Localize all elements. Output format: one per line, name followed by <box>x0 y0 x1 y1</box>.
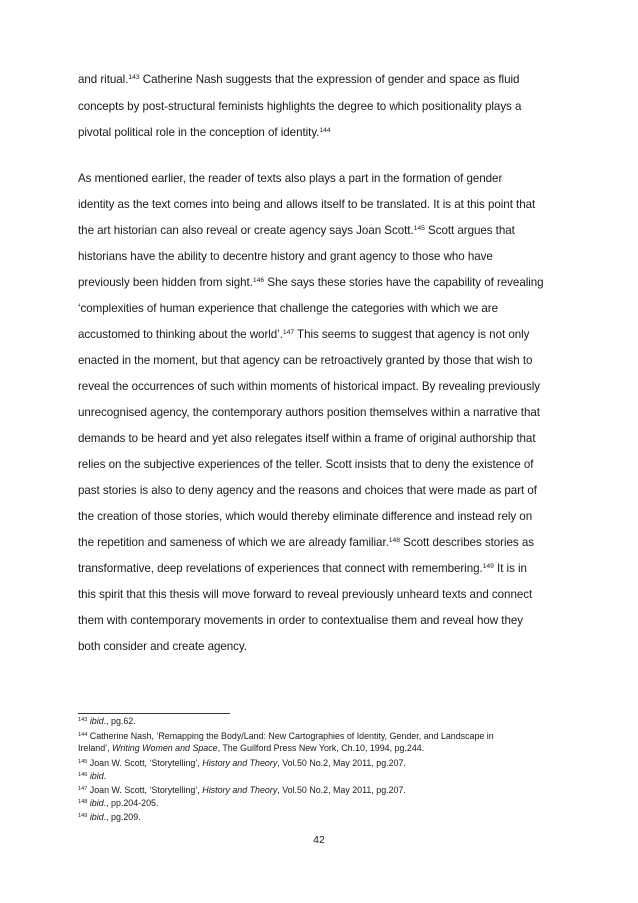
body-line: the repetition and sameness of which we are already familiar.$^{148}$ Scott describes stories as <box>78 536 534 549</box>
body-line: relies on the subjective experiences of the teller. Scott insists that to deny the existence of <box>78 458 534 471</box>
italic-text: ibid <box>89 716 104 726</box>
body-line: transformative, deep revelations of experiences that connect with remembering.$^{149}$ It is in <box>78 562 527 575</box>
body-line: pivotal political role in the conception of identity.$^{144}$ <box>78 126 331 139</box>
body-line: ‘complexities of human experience that challenge the categories with which we are <box>78 302 499 315</box>
body-line: them with contemporary movements in order to contextualise them and reveal how they <box>78 614 524 627</box>
italic-text: ibid <box>89 798 104 808</box>
italic-text: History and Theory <box>202 785 278 795</box>
footnote-reference: 145 <box>78 759 88 765</box>
italic-text: History and Theory <box>202 758 278 768</box>
footnote-line: $^{146}$ ibid. <box>78 771 107 781</box>
body-line: past stories is also to deny agency and the reasons and choices that were made as part of <box>78 484 537 497</box>
footnote-separator <box>78 713 230 714</box>
italic-text: ibid <box>89 771 104 781</box>
footnote-reference: 149 <box>482 563 494 570</box>
footnote-reference: 148 <box>388 537 400 544</box>
body-line: accustomed to thinking about the world’.$^{147}$ This seems to suggest that agency is not only <box>78 328 530 341</box>
footnote-line: $^{143}$ ibid., pg.62. <box>78 716 136 726</box>
footnote-reference: 147 <box>78 786 88 792</box>
footnote-reference: 146 <box>252 277 265 284</box>
body-line: identity as the text comes into being and allows itself to be translated. It is at this point that <box>78 198 536 211</box>
page-number: 42 <box>313 834 325 846</box>
footnote-line: $^{148}$ ibid., pp.204-205. <box>78 798 159 808</box>
footnote-reference: 144 <box>78 732 88 738</box>
body-line: this spirit that this thesis will move forward to reveal previously unheard texts and connect <box>78 588 533 601</box>
italic-text: Writing Women and Space <box>112 743 218 753</box>
body-line: reveal the occurrences of such within moments of historical impact. By revealing previously <box>78 380 540 393</box>
footnote-reference: 143 <box>78 717 88 723</box>
italic-text: ibid <box>89 812 104 822</box>
footnote-line: $^{147}$ Joan W. Scott, ‘Storytelling’, History and Theory, Vol.50 No.2, May 2011, pg.207. <box>78 785 406 795</box>
footnote-reference: 149 <box>78 813 88 819</box>
body-line: and ritual.$^{143}$ Catherine Nash suggests that the expression of gender and space as fluid <box>78 73 520 86</box>
footnote-line: $^{145}$ Joan W. Scott, ‘Storytelling’, History and Theory, Vol.50 No.2, May 2011, pg.207. <box>78 758 406 768</box>
footnote-line: $^{144}$ Catherine Nash, ‘Remapping the Body/Land: New Cartographies of Identity, Gender, and Landscape in <box>78 731 494 741</box>
footnote-reference: 143 <box>128 74 140 81</box>
body-line: both consider and create agency. <box>78 640 247 653</box>
body-line: the art historian can also reveal or create agency says Joan Scott.$^{145}$ Scott argues that <box>78 224 515 237</box>
footnote-line: $^{149}$ ibid., pg.209. <box>78 812 141 822</box>
footnote-line: Ireland’, Writing Women and Space, The Guilford Press New York, Ch.10, 1994, pg.244. <box>78 743 425 753</box>
footnote-reference: 146 <box>78 772 88 778</box>
body-line: historians have the ability to decentre history and grant agency to those who have <box>78 250 493 263</box>
footnote-reference: 145 <box>413 225 425 232</box>
body-line: demands to be heard and yet also relegates itself within a frame of original authorship that <box>78 432 536 445</box>
body-line: As mentioned earlier, the reader of texts also plays a part in the formation of gender <box>78 172 503 185</box>
body-line: enacted in the moment, but that agency can be retroactively granted by those that wish to <box>78 354 533 367</box>
body-line: the creation of those stories, which would thereby eliminate difference and instead rely on <box>78 510 533 523</box>
body-line: concepts by post-structural feminists highlights the degree to which positionality plays a <box>78 100 522 113</box>
footnote-reference: 148 <box>78 799 88 805</box>
footnote-reference: 144 <box>319 127 331 134</box>
body-line: unrecognised agency, the contemporary authors position themselves within a narrative that <box>78 406 540 419</box>
footnote-reference: 147 <box>282 329 295 336</box>
body-line: previously been hidden from sight.$^{146}$ She says these stories have the capability of revealing <box>78 276 544 289</box>
